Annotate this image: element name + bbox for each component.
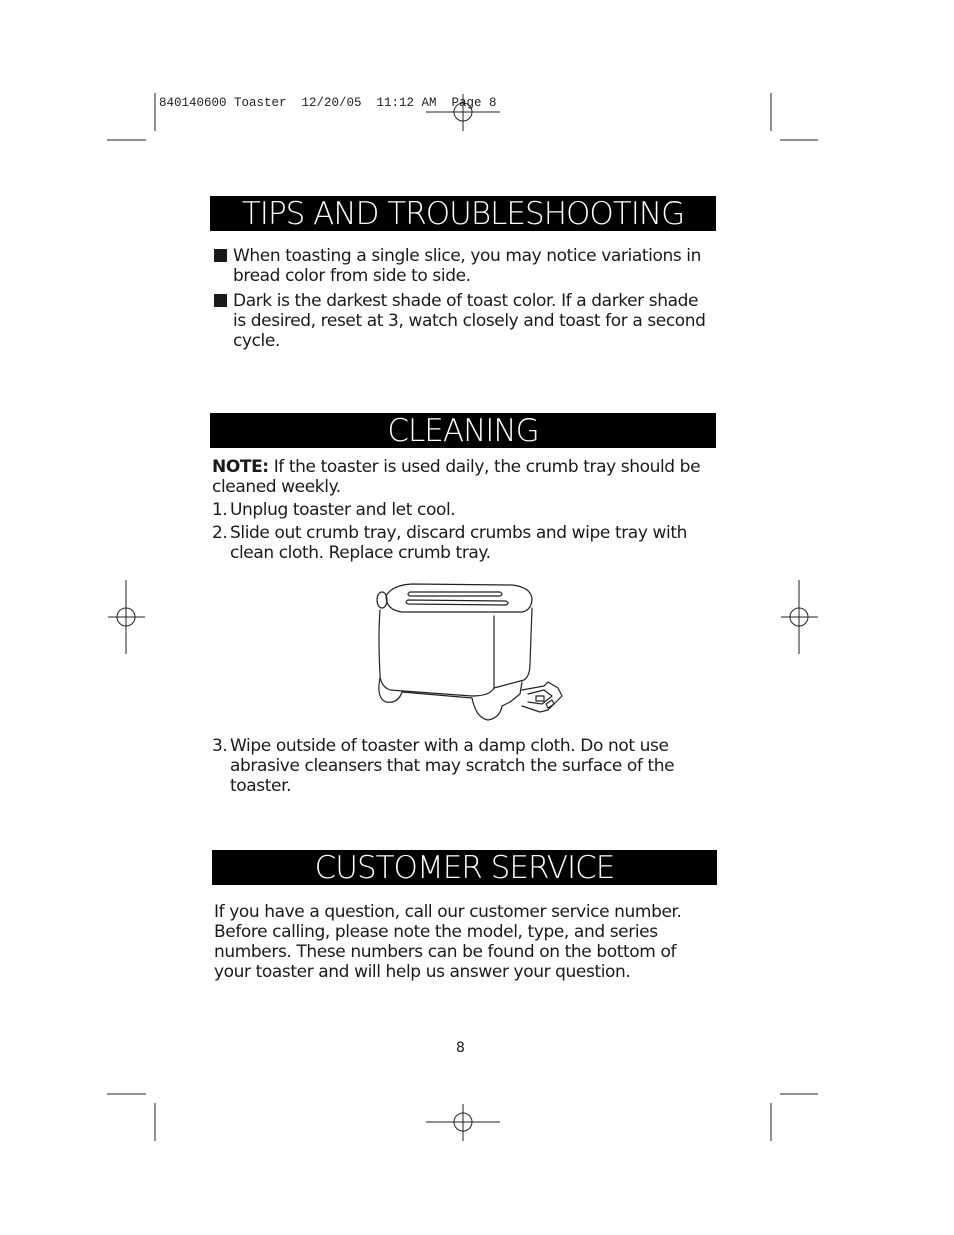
cleaning-note: NOTE: If the toaster is used daily, the crumb tray should be cleaned weekly.: [212, 457, 701, 497]
tips-item: When toasting a single slice, you may notice variations in bread color from side to side.: [213, 246, 713, 286]
square-bullet-icon: [214, 249, 227, 262]
tips-header: TIPS AND TROUBLESHOOTING: [210, 196, 716, 231]
registration-target-bottom: [426, 1104, 500, 1141]
registration-target-right: [781, 580, 818, 654]
toaster-illustration: [372, 578, 572, 728]
cleaning-step: 1. Unplug toaster and let cool.: [212, 500, 456, 520]
cleaning-steps-top: [212, 457, 706, 563]
registration-target-top: [426, 94, 500, 131]
square-bullet-icon: [214, 294, 227, 307]
cleaning-header: CLEANING: [210, 413, 716, 448]
cleaning-steps-bottom: [212, 736, 706, 796]
cleaning-step: 2. Slide out crumb tray, discard crumbs and wipe tray with clean cloth. Replace crumb tray.: [212, 523, 687, 563]
registration-target-left: [108, 580, 145, 654]
tips-list: [213, 246, 713, 356]
customer-service-header: CUSTOMER SERVICE: [212, 850, 717, 885]
tips-item: Dark is the darkest shade of toast color. If a darker shade is desired, reset at 3, watch closely and toast for a second cycle.: [213, 291, 713, 351]
customer-service-text: If you have a question, call our customer service number. Before calling, please note the model, type, and series numbers. These numbers can be found on the bottom of your toaster and will help us answer your question.: [214, 902, 682, 982]
print-slug-line: 840140600 Toaster 12/20/05 11:12 AM Page 8: [159, 96, 497, 110]
cleaning-step: 3. Wipe outside of toaster with a damp cloth. Do not use abrasive cleansers that may scratch the surface of the toaster.: [212, 736, 675, 796]
page-number: 8: [456, 1040, 465, 1056]
